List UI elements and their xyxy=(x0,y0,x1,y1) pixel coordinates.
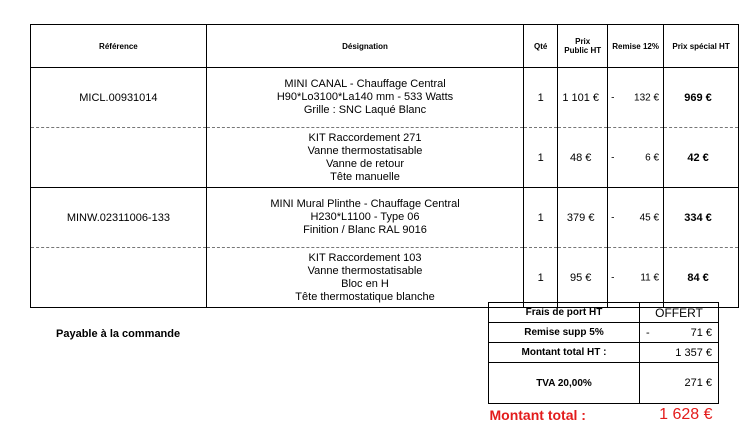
summary-row-frais xyxy=(489,303,719,323)
prix-special-text: 969 € xyxy=(684,91,712,104)
prix-public-text: 1 101 € xyxy=(562,91,600,104)
table-row xyxy=(31,188,739,248)
remise-cell xyxy=(608,68,664,128)
reference-cell xyxy=(31,188,207,248)
remise-text: 132 € xyxy=(634,92,660,103)
tva-value: 271 € xyxy=(640,363,719,404)
reference-cell xyxy=(31,68,207,128)
payment-terms: Payable à la commande xyxy=(56,328,181,340)
designation-line: H230*L1100 - Type 06 xyxy=(310,211,420,223)
qty-text: 1 xyxy=(537,91,544,104)
header-remise: Remise 12% xyxy=(608,25,664,68)
designation-cell xyxy=(206,248,523,308)
designation-line: Vanne thermostatisable xyxy=(307,264,423,277)
reference-text: MICL.00931014 xyxy=(79,91,158,104)
remise-supp-value-cell xyxy=(640,323,719,343)
quote-table xyxy=(30,24,739,308)
designation-line: Finition / Blanc RAL 9016 xyxy=(303,224,427,236)
prix-public-cell xyxy=(558,128,608,188)
designation-line: Grille : SNC Laqué Blanc xyxy=(303,104,427,116)
minus-sign: - xyxy=(646,326,650,339)
remise-text: 6 € xyxy=(645,152,660,163)
designation-line: KIT Raccordement 271 xyxy=(308,131,422,144)
minus-sign: - xyxy=(611,92,615,103)
summary-row-remise xyxy=(489,323,719,343)
total-label: Montant total : xyxy=(489,406,586,423)
header-reference: Référence xyxy=(31,25,207,68)
designation-line: Tête thermostatique blanche xyxy=(295,290,435,303)
header-row xyxy=(31,25,739,68)
designation-cell xyxy=(206,68,523,128)
montant-ht-value: 1 357 € xyxy=(640,343,719,363)
qty-cell xyxy=(524,248,558,308)
prix-public-cell xyxy=(558,248,608,308)
montant-ht-label: Montant total HT : xyxy=(489,343,640,363)
remise-cell xyxy=(608,128,664,188)
qty-text: 1 xyxy=(537,211,544,224)
designation-line: Tête manuelle xyxy=(330,170,400,183)
designation-cell xyxy=(206,128,523,188)
header-prix-special: Prix spécial HT xyxy=(664,25,739,68)
remise-cell xyxy=(608,188,664,248)
minus-sign: - xyxy=(611,152,615,163)
header-qte: Qté xyxy=(524,25,558,68)
prix-public-text: 48 € xyxy=(569,151,592,164)
prix-special-text: 84 € xyxy=(687,271,709,284)
prix-special-text: 334 € xyxy=(684,211,712,224)
summary-row-total xyxy=(489,404,719,426)
remise-supp-value: 71 € xyxy=(690,326,712,339)
summary-table xyxy=(488,302,719,426)
frais-label: Frais de port HT xyxy=(489,303,640,323)
reference-cell xyxy=(31,128,207,188)
table-row xyxy=(31,68,739,128)
prix-special-cell xyxy=(664,68,739,128)
table-row xyxy=(31,128,739,188)
designation-line: H90*Lo3100*La140 mm - 533 Watts xyxy=(276,91,454,103)
minus-sign: - xyxy=(611,212,615,223)
tva-label: TVA 20,00% xyxy=(489,363,640,404)
prix-public-cell xyxy=(558,68,608,128)
designation-line: Bloc en H xyxy=(341,277,389,290)
prix-special-cell xyxy=(664,128,739,188)
designation-line: KIT Raccordement 103 xyxy=(308,251,422,264)
summary-row-tva xyxy=(489,363,719,404)
prix-public-cell xyxy=(558,188,608,248)
prix-special-cell xyxy=(664,188,739,248)
total-value: 1 628 € xyxy=(659,405,713,423)
designation-line: MINI Mural Plinthe - Chauffage Central xyxy=(270,198,460,210)
summary-row-montant xyxy=(489,343,719,363)
header-designation: Désignation xyxy=(206,25,523,68)
qty-text: 1 xyxy=(537,151,544,164)
qty-text: 1 xyxy=(537,271,544,284)
designation-line: Vanne de retour xyxy=(325,157,405,170)
prix-public-text: 379 € xyxy=(566,211,595,224)
qty-cell xyxy=(524,68,558,128)
designation-line: MINI CANAL - Chauffage Central xyxy=(284,78,446,90)
designation-line: Vanne thermostatisable xyxy=(307,144,423,157)
qty-cell xyxy=(524,188,558,248)
remise-cell xyxy=(608,248,664,308)
qty-cell xyxy=(524,128,558,188)
total-value-cell xyxy=(640,404,719,426)
header-prix-public: Prix Public HT xyxy=(558,25,608,68)
minus-sign: - xyxy=(611,272,615,283)
remise-text: 11 € xyxy=(640,272,660,283)
remise-text: 45 € xyxy=(639,212,660,223)
total-label-cell xyxy=(489,404,640,426)
designation-cell xyxy=(206,188,523,248)
prix-special-text: 42 € xyxy=(687,151,709,164)
frais-value: OFFERT xyxy=(640,303,719,323)
prix-special-cell xyxy=(664,248,739,308)
table-row xyxy=(31,248,739,308)
reference-cell xyxy=(31,248,207,308)
prix-public-text: 95 € xyxy=(569,271,592,284)
reference-text: MINW.02311006-133 xyxy=(66,211,170,224)
remise-supp-label: Remise supp 5% xyxy=(489,323,640,343)
